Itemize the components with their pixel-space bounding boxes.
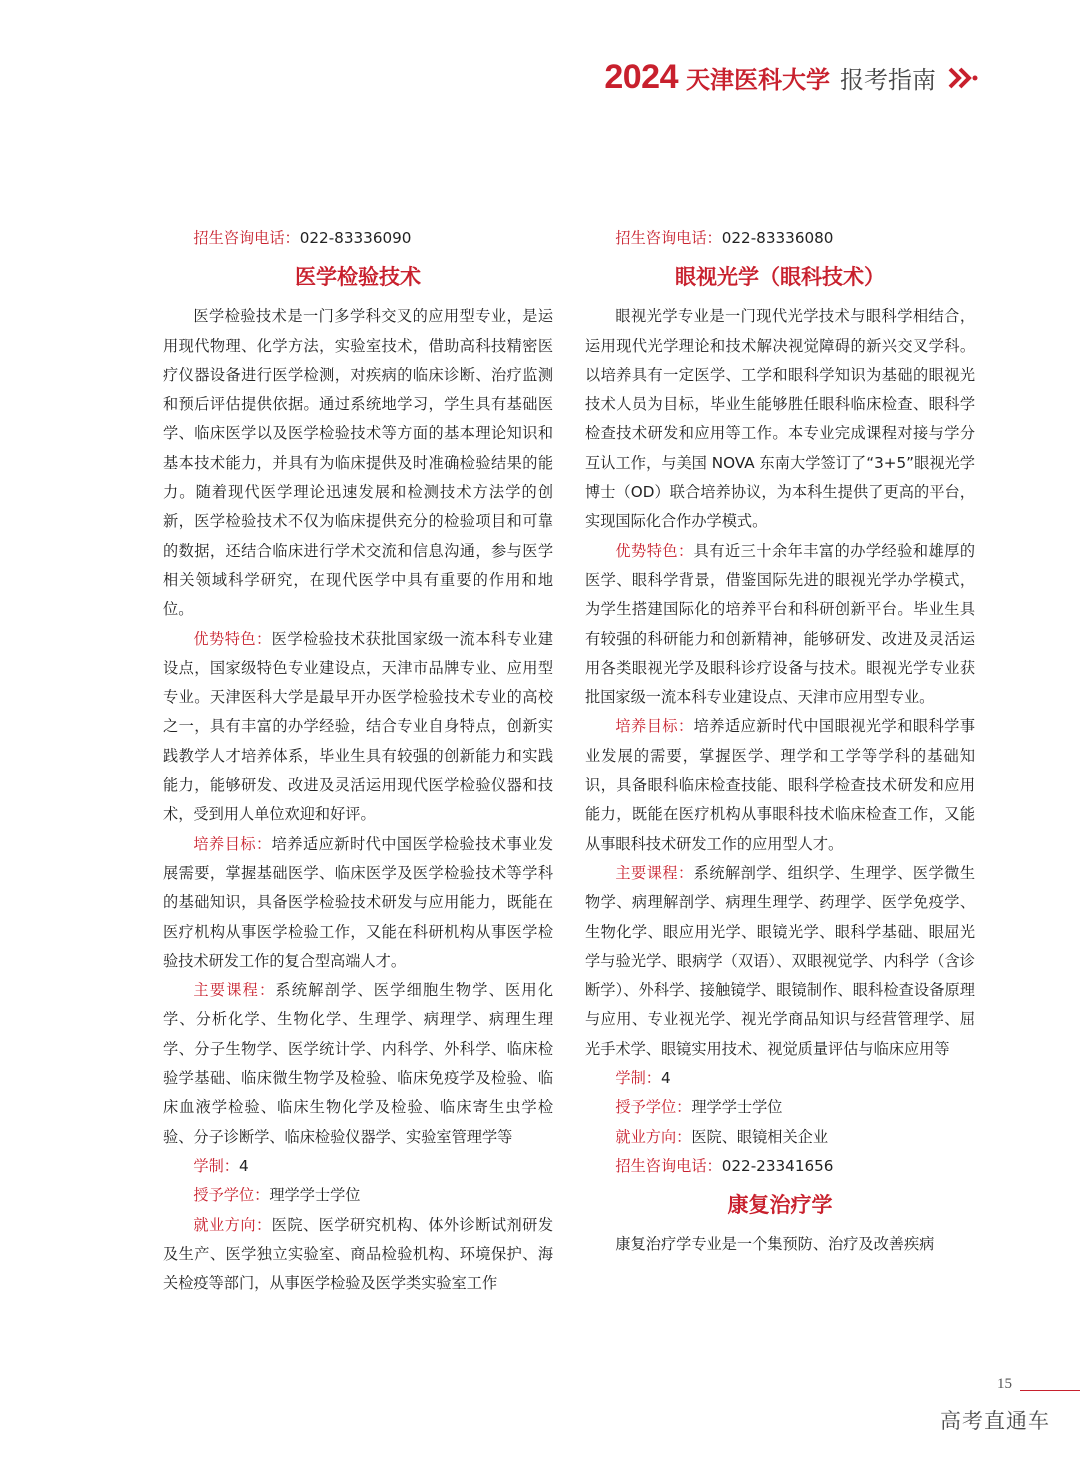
page-number: 15 [997, 1376, 1012, 1392]
watermark-text: 高考直通车 [940, 1409, 1050, 1433]
career-paragraph: 就业方向：医院、医学研究机构、体外诊断试剂研发及生产、医学独立实验室、商品检验机构、环境保护、海关检疫等部门，从事医学检验及医学类实验室工作 [163, 1215, 554, 1293]
advantages-paragraph: 优势特色：具有近三十余年丰富的办学经验和雄厚的医学、眼科学背景，借鉴国际先进的眼视光学办学模式，为学生搭建国际化的培养平台和科研创新平台。毕业生具有较强的科研能力和创新精神，能够研发、改进及灵活运用各类眼视光学及眼科诊疗设备与技术。眼视光学专业获批国家级一流本科专业建设点、天津市应用型专业。 [585, 541, 976, 707]
page-number-rule [1020, 1390, 1080, 1391]
duration-line: 学制：4 [193, 1156, 249, 1175]
courses-paragraph: 主要课程：系统解剖学、组织学、生理学、医学微生物学、病理解剖学、病理生理学、药理学、医学免疫学、生物化学、眼应用光学、眼镜光学、眼科学基础、眼屈光学与验光学、眼病学（双语）、双眼视觉学、内科学（含诊断学）、外科学、接触镜学、眼镜制作、眼科检查设备原理与应用、专业视光学、视光学商品知识与经营管理学、屈光手术学、眼镜实用技术、视觉质量评估与临床应用等 [585, 863, 976, 1058]
header-guide: 报考指南 [840, 66, 936, 94]
major-intro: 眼视光学专业是一门现代光学技术与眼科学相结合，运用现代光学理论和技术解决视觉障碍的新兴交叉学科。以培养具有一定医学、工学和眼科学知识为基础的眼视光技术人员为目标，毕业生能够胜任眼科临床检查、眼科学检查技术研发和应用等工作。本专业完成课程对接与学分互认工作，与美国 NOVA 东南大学签订了“3+5”眼视光学博士（OD）联合培养协议，为本科生提供了更高的平台，实现国际化合作办学模式。 [585, 307, 975, 531]
career-line: 就业方向：医院、眼镜相关企业 [615, 1127, 829, 1146]
major-title-2: 康复治疗学 [727, 1193, 833, 1218]
goal-paragraph: 培养目标：培养适应新时代中国眼视光学和眼科学事业发展的需要，掌握医学、理学和工学等学科的基础知识，具备眼科临床检查技能、眼科学检查技术研发和应用能力，既能在医疗机构从事眼科技术临床检查工作，又能从事眼科技术研发工作的应用型人才。 [585, 717, 976, 853]
goal-paragraph: 培养目标：培养适应新时代中国医学检验技术事业发展需要，掌握基础医学、临床医学及医学检验技术等学科的基础知识，具备医学检验技术研发与应用能力，既能在医疗机构从事医学检验工作，又能在科研机构从事医学检验技术研发工作的复合型高端人才。 [163, 834, 554, 970]
header-year: 2024 [604, 58, 678, 96]
left-column [163, 224, 553, 1298]
courses-paragraph: 主要课程：系统解剖学、医学细胞生物学、医用化学、分析化学、生物化学、生理学、病理学、病理生理学、分子生物学、医学统计学、内科学、外科学、临床检验学基础、临床微生物学及检验、临床免疫学及检验、临床血液学检验、临床生物化学及检验、临床寄生虫学检验、分子诊断学、临床检验仪器学、实验室管理学等 [163, 981, 554, 1146]
duration-line: 学制：4 [615, 1069, 671, 1088]
advantages-paragraph: 优势特色：医学检验技术获批国家级一流本科专业建设点，国家级特色专业建设点，天津市品牌专业、应用型专业。天津医科大学是最早开办医学检验技术专业的高校之一，具有丰富的办学经验，结合专业自身特点，创新实践教学人才培养体系，毕业生具有较强的创新能力和实践能力，能够研发、改进及灵活运用现代医学检验仪器和技术，受到用人单位欢迎和好评。 [163, 629, 554, 824]
degree-line: 授予学位：理学学士学位 [193, 1186, 361, 1205]
right-column [585, 224, 975, 1260]
admission-phone: 招生咨询电话：022-83336090 [193, 229, 412, 247]
page-header [604, 58, 980, 97]
major-intro: 医学检验技术是一门多学科交叉的应用型专业，是运用现代物理、化学方法，实验室技术，借助高科技精密医疗仪器设备进行医学检测，对疾病的临床诊断、治疗监测和预后评估提供依据。通过系统地学习，学生具有基础医学、临床医学以及医学检验技术等方面的基本理论知识和基本技术能力，并具有为临床提供及时准确检验结果的能力。随着现代医学理论迅速发展和检测技术方法学的创新，医学检验技术不仅为临床提供充分的检验项目和可靠的数据，还结合临床进行学术交流和信息沟通，参与医学相关领域科学研究，在现代医学中具有重要的作用和地位。 [163, 307, 553, 619]
degree-line: 授予学位：理学学士学位 [615, 1098, 783, 1117]
major-intro-2: 康复治疗学专业是一个集预防、治疗及改善疾病 [615, 1235, 935, 1254]
admission-phone-2: 招生咨询电话：022-23341656 [615, 1156, 834, 1175]
admission-phone: 招生咨询电话：022-83336080 [615, 229, 834, 247]
major-title: 医学检验技术 [295, 265, 421, 290]
major-title: 眼视光学（眼科技术） [675, 265, 885, 290]
double-chevron-right-icon [946, 65, 980, 91]
header-university: 天津医科大学 [686, 66, 830, 94]
